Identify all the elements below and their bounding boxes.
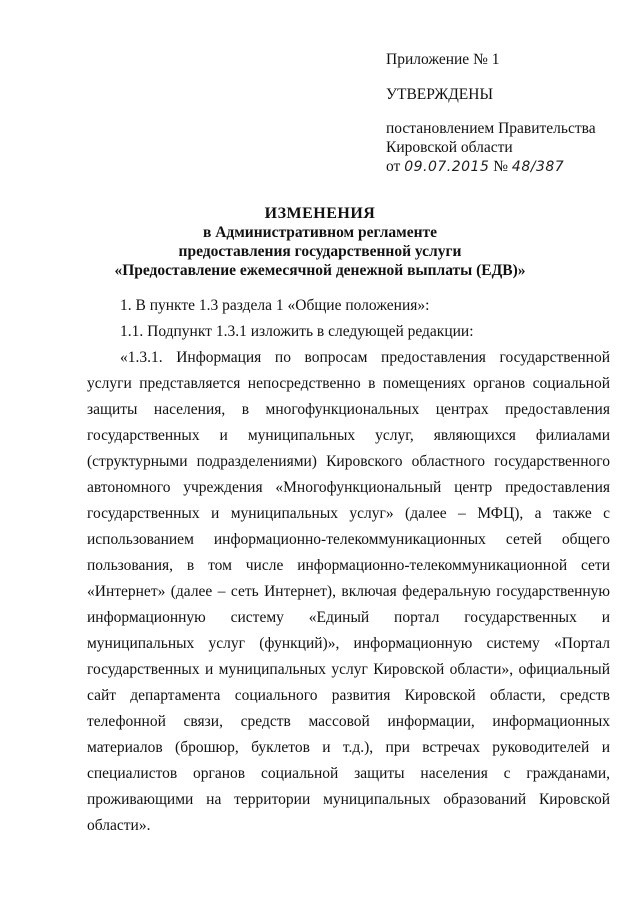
number-sign: № (493, 158, 509, 175)
paragraph-line: государственных и муниципальных услуг, являющихся филиалами (87, 427, 610, 444)
paragraph-line: области». (87, 817, 151, 834)
paragraph-line: (структурными подразделениями) Кировского областного государственного (87, 453, 610, 470)
approved-label: УТВЕРЖДЕНЫ (386, 86, 493, 103)
title-line-2: в Административном регламенте (202, 224, 438, 241)
item-1: 1. В пункте 1.3 раздела 1 «Общие положения»: (120, 297, 430, 314)
approval-block (386, 50, 626, 177)
paragraph-line: пользования, в том числе информационно-телекоммуникационной сети (87, 557, 610, 574)
paragraph-line: муниципальных услуг (функций)», информационную систему «Портал (87, 635, 610, 652)
paragraph-line: услуги представляется непосредственно в помещениях органов социальной (87, 375, 610, 392)
decree-date-line (386, 157, 626, 177)
paragraph-line: «Интернет» (далее – сеть Интернет), включая федеральную государственную (87, 583, 610, 600)
item-1-1: 1.1. Подпункт 1.3.1 изложить в следующей редакции: (120, 323, 474, 340)
paragraph-line: телефонной связи, средств массовой информации, информационных (87, 713, 610, 730)
date-prefix: от (386, 158, 401, 175)
paragraph-line: информационную систему «Единый портал государственных и (87, 609, 610, 626)
paragraph-line: материалов (брошюр, буклетов и т.д.), при встречах руководителей и (87, 739, 610, 756)
decree-line-2: Кировской области (386, 139, 513, 156)
paragraph-line: автономного учреждения «Многофункциональный центр предоставления (87, 479, 610, 496)
paragraph-line: проживающими на территории муниципальных образований Кировской (87, 791, 610, 808)
document-title-block (0, 204, 640, 280)
appendix-label: Приложение № 1 (386, 51, 500, 68)
paragraph-line: государственных и муниципальных услуг» (далее – МФЦ), а также с (87, 505, 610, 522)
paragraph-line: сайт департамента социального развития Кировской области, средств (87, 687, 610, 704)
title-line-4: «Предоставление ежемесячной денежной выплаты (ЕДВ)» (114, 262, 526, 279)
document-body (87, 293, 610, 839)
paragraph-line: государственных и муниципальных услуг Кировской области», официальный (87, 661, 610, 678)
paragraph-line: «1.3.1. Информация по вопросам предоставления государственной (120, 349, 610, 366)
paragraph-line: специалистов органов социальной защиты населения с гражданами, (87, 765, 610, 782)
handwritten-date: 09.07.2015 (404, 159, 490, 175)
paragraph-1-3-1 (87, 345, 610, 839)
title-line-3: предоставления государственной услуги (178, 243, 462, 260)
handwritten-number: 48/387 (511, 159, 565, 175)
paragraph-line: использованием информационно-телекоммуникационных сетей общего (87, 531, 610, 548)
document-title: ИЗМЕНЕНИЯ (264, 205, 376, 222)
decree-line-1: постановлением Правительства (386, 120, 596, 137)
paragraph-line: защиты населения, в многофункциональных центрах предоставления (87, 401, 610, 418)
